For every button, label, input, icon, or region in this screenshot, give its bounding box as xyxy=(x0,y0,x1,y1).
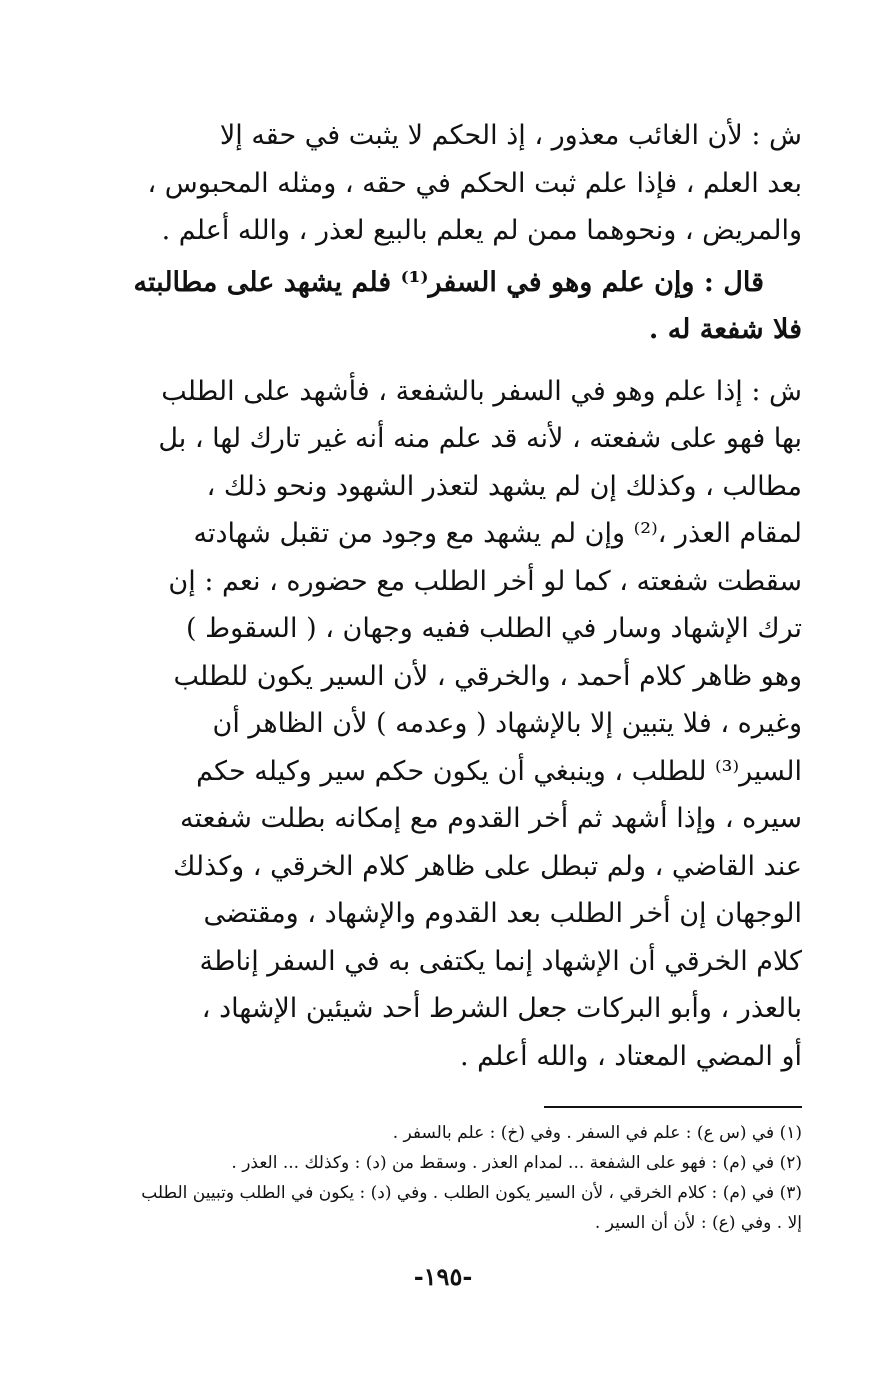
footnotes xyxy=(118,1118,802,1238)
text-line: ش : لأن الغائب معذور ، إذ الحكم لا يثبت في حقه إلا xyxy=(219,120,802,151)
text-line: مطالب ، وكذلك إن لم يشهد لتعذر الشهود ونحو ذلك ، xyxy=(206,470,802,502)
text-line: أو المضي المعتاد ، والله أعلم . xyxy=(459,1040,802,1072)
text-line: وهو ظاهر كلام أحمد ، والخرقي ، لأن السير يكون للطلب xyxy=(173,660,802,692)
text-line: سقطت شفعته ، كما لو أخر الطلب مع حضوره ، نعم : إن xyxy=(168,565,802,597)
commentary-paragraph-2 xyxy=(118,368,802,1081)
text-line: فلا شفعة له . xyxy=(648,314,802,345)
text-line: ترك الإشهاد وسار في الطلب ففيه وجهان ، ( السقوط ) xyxy=(186,613,802,644)
footnote-separator xyxy=(544,1106,802,1108)
text-line: الوجهان إن أخر الطلب بعد القدوم والإشهاد ، ومقتضى xyxy=(203,898,802,929)
footnote: (٣) في (م) : كلام الخرقي ، لأن السير يكون الطلب . وفي (د) : يكون في الطلب وتبيين الطلب xyxy=(141,1183,802,1203)
text-line: بعد العلم ، فإذا علم ثبت الحكم في حقه ، ومثله المحبوس ، xyxy=(147,167,802,199)
text-line: بها فهو على شفعته ، لأنه قد علم منه أنه غير تارك لها ، بل xyxy=(158,423,802,454)
text-line: سيره ، وإذا أشهد ثم أخر القدوم مع إمكانه بطلت شفعته xyxy=(179,803,802,834)
matn-paragraph xyxy=(118,259,802,354)
text-line: السير⁽³⁾ للطلب ، وينبغي أن يكون حكم سير وكيله حكم xyxy=(196,755,802,787)
text-line: كلام الخرقي أن الإشهاد إنما يكتفى به في السفر إناطة xyxy=(199,945,802,977)
text-line: قال : وإن علم وهو في السفر⁽¹⁾ فلم يشهد على مطالبته xyxy=(133,266,764,298)
text-line: والمريض ، ونحوهما ممن لم يعلم بالبيع لعذر ، والله أعلم . xyxy=(161,215,802,246)
main-text xyxy=(118,112,802,1080)
text-line: ش : إذا علم وهو في السفر بالشفعة ، فأشهد على الطلب xyxy=(161,375,802,407)
page-number: -١٩٥- xyxy=(413,1262,473,1291)
text-line: لمقام العذر ،⁽²⁾ وإن لم يشهد مع وجود من تقبل شهادته xyxy=(193,518,802,549)
text-line: عند القاضي ، ولم تبطل على ظاهر كلام الخرقي ، وكذلك xyxy=(173,850,802,882)
commentary-paragraph-1 xyxy=(118,112,802,255)
footnote-continuation: إلا . وفي (ع) : لأن أن السير . xyxy=(594,1213,802,1233)
text-line: وغيره ، فلا يتبين إلا بالإشهاد ( وعدمه ) لأن الظاهر أن xyxy=(212,708,802,739)
footnote: (٢) في (م) : فهو على الشفعة ... لمدام العذر . وسقط من (د) : وكذلك ... العذر . xyxy=(231,1153,802,1173)
footnote: (١) في (س ع) : علم في السفر . وفي (خ) : علم بالسفر . xyxy=(392,1123,802,1143)
text-line: بالعذر ، وأبو البركات جعل الشرط أحد شيئين الإشهاد ، xyxy=(201,993,802,1024)
